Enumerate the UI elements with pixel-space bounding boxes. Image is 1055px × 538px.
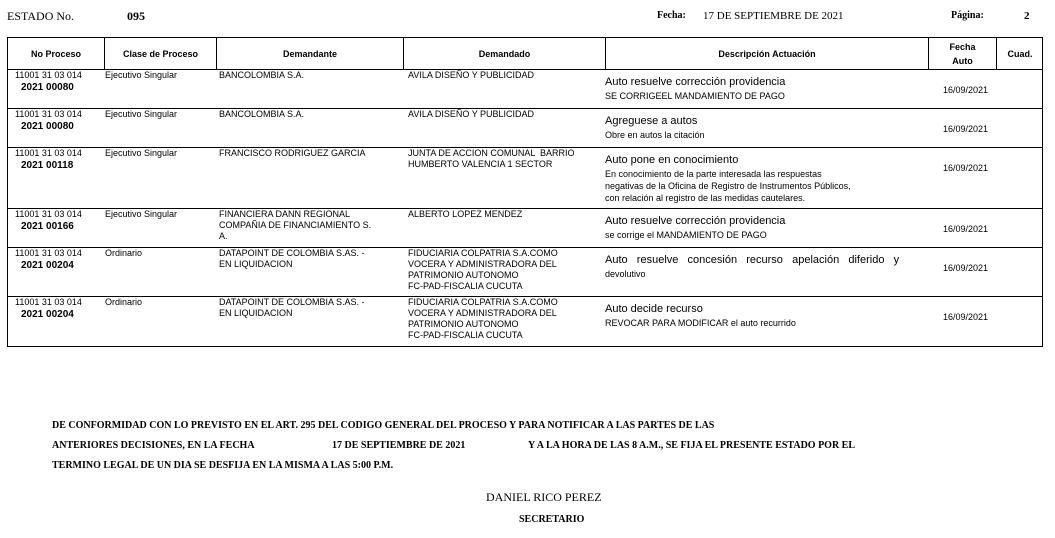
descripcion-titulo: Auto resuelve corrección providencia (605, 215, 786, 227)
fecha-label: Fecha: (657, 10, 686, 21)
pagina-value: 2 (1024, 10, 1030, 22)
demandante: DATAPOINT DE COLOMBIA S.AS. - EN LIQUIDACION (219, 248, 365, 269)
table-row (8, 247, 1042, 296)
notification-line-1: DE CONFORMIDAD CON LO PREVISTO EN EL ART. 295 DEL CODIGO GENERAL DEL PROCESO Y PARA NOTIFICAR A LAS PARTES DE LAS (52, 420, 715, 431)
fecha-auto: 16/09/2021 (943, 224, 989, 234)
demandado: JUNTA DE ACCION COMUNAL BARRIO HUMBERTO VALENCIA 1 SECTOR (408, 148, 575, 169)
descripcion-detalle: En conocimiento de la parte interesada las respuestas negativas de la Oficina de Registro de Instrumentos Públicos, con relación al registro de las medidas cautelares. (605, 169, 851, 203)
proceso-radicado: 11001 31 03 014 (15, 70, 82, 80)
col-header-demandante: Demandante (217, 38, 404, 69)
descripcion-titulo: Auto resuelve corrección providencia (605, 76, 786, 88)
proceso-radicado: 11001 31 03 014 (15, 148, 82, 158)
proceso-radicado: 11001 31 03 014 (15, 109, 82, 119)
col-header-demandado: Demandado (404, 38, 606, 69)
demandado: FIDUCIARIA COLPATRIA S.A.COMO VOCERA Y ADMINISTRADORA DEL PATRIMONIO AUTONOMO FC-PAD-FISCALIA CUCUTA (408, 297, 558, 340)
col-header-descripcion: Descripción Actuación (606, 38, 929, 69)
table-row (8, 69, 1042, 108)
clase-proceso: Ordinario (105, 297, 143, 307)
col-header-no-proceso: No Proceso (8, 38, 105, 69)
pagina-label: Página: (951, 10, 984, 21)
descripcion-detalle: Obre en autos la citación (605, 130, 705, 140)
col-header-clase: Clase de Proceso (105, 38, 217, 69)
estado-label: ESTADO No. (7, 9, 75, 23)
clase-proceso: Ejecutivo Singular (105, 70, 178, 80)
notification-line-2-b: Y A LA HORA DE LAS 8 A.M., SE FIJA EL PRESENTE ESTADO POR EL (528, 440, 856, 451)
demandante: BANCOLOMBIA S.A. (219, 109, 305, 119)
proceso-radicado: 11001 31 03 014 (15, 248, 82, 258)
notification-line-2-a: ANTERIORES DECISIONES, EN LA FECHA (52, 440, 255, 451)
notification-date: 17 DE SEPTIEMBRE DE 2021 (332, 440, 466, 451)
fecha-auto: 16/09/2021 (943, 85, 989, 95)
demandado: FIDUCIARIA COLPATRIA S.A.COMO VOCERA Y ADMINISTRADORA DEL PATRIMONIO AUTONOMO FC-PAD-FISCALIA CUCUTA (408, 248, 558, 291)
table-row (8, 296, 1042, 346)
fecha-auto: 16/09/2021 (943, 312, 989, 322)
notification-line-3: TERMINO LEGAL DE UN DIA SE DESFIJA EN LA MISMA A LAS 5:00 P.M. (52, 460, 394, 471)
table-row (8, 147, 1042, 208)
fecha-auto: 16/09/2021 (943, 124, 989, 134)
actuaciones-table (7, 37, 1043, 347)
descripcion-titulo: Auto decide recurso (605, 303, 703, 315)
proceso-numero: 2021 00204 (21, 260, 74, 271)
clase-proceso: Ejecutivo Singular (105, 209, 178, 219)
col-header-fecha-auto: Fecha Auto (929, 38, 997, 69)
descripcion-titulo: Auto resuelve concesión recurso apelación diferido y (605, 254, 900, 266)
proceso-numero: 2021 00080 (21, 82, 74, 93)
signer-title: SECRETARIO (519, 514, 585, 525)
notification-line-2 (52, 436, 856, 456)
fecha-auto: 16/09/2021 (943, 163, 989, 173)
notification-text (52, 416, 856, 476)
estado-number: 095 (127, 9, 145, 23)
demandante: BANCOLOMBIA S.A. (219, 70, 305, 80)
table-row (8, 108, 1042, 147)
table-row (8, 208, 1042, 247)
demandante: DATAPOINT DE COLOMBIA S.AS. - EN LIQUIDACION (219, 297, 365, 318)
proceso-numero: 2021 00118 (21, 160, 74, 171)
fecha-auto: 16/09/2021 (943, 263, 989, 273)
clase-proceso: Ejecutivo Singular (105, 109, 178, 119)
clase-proceso: Ejecutivo Singular (105, 148, 178, 158)
demandante: FINANCIERA DANN REGIONAL COMPAÑIA DE FINANCIAMIENTO S. A. (219, 209, 372, 241)
descripcion-titulo: Auto pone en conocimiento (605, 154, 739, 166)
signer-name: DANIEL RICO PEREZ (486, 490, 602, 504)
descripcion-detalle: devolutivo (605, 269, 646, 279)
clase-proceso: Ordinario (105, 248, 143, 258)
descripcion-detalle: SE CORRIGEEL MANDAMIENTO DE PAGO (605, 91, 785, 101)
demandado: AVILA DISEÑO Y PUBLICIDAD (408, 109, 535, 119)
demandante: FRANCISCO RODRIGUEZ GARCIA (219, 148, 366, 158)
proceso-radicado: 11001 31 03 014 (15, 209, 82, 219)
proceso-radicado: 11001 31 03 014 (15, 297, 82, 307)
descripcion-detalle: se corrige el MANDAMIENTO DE PAGO (605, 230, 767, 240)
proceso-numero: 2021 00166 (21, 221, 74, 232)
descripcion-titulo: Agreguese a autos (605, 115, 698, 127)
demandado: AVILA DISEÑO Y PUBLICIDAD (408, 70, 535, 80)
proceso-numero: 2021 00204 (21, 309, 74, 320)
proceso-numero: 2021 00080 (21, 121, 74, 132)
fecha-value: 17 DE SEPTIEMBRE DE 2021 (703, 10, 844, 22)
descripcion-detalle: REVOCAR PARA MODIFICAR el auto recurrido (605, 318, 796, 328)
demandado: ALBERTO LOPEZ MENDEZ (408, 209, 523, 219)
col-header-cuad: Cuad. (1007, 48, 1033, 59)
